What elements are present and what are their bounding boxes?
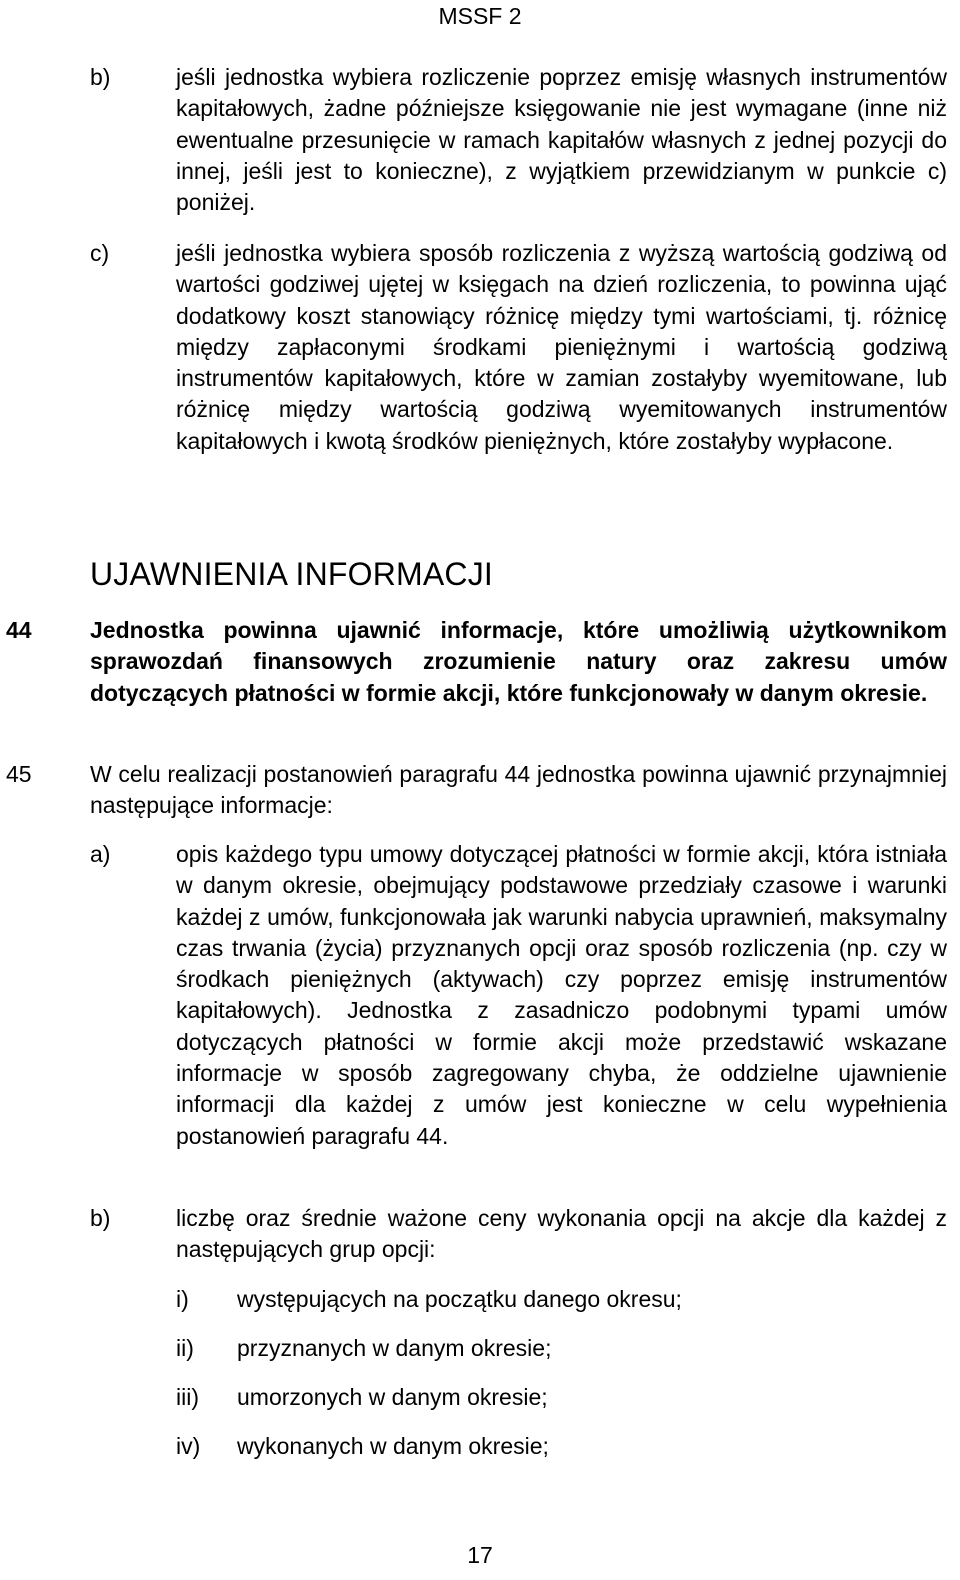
subitem-text: przyznanych w danym okresie; xyxy=(237,1335,552,1361)
subitem-text: występujących na początku danego okresu; xyxy=(237,1286,682,1312)
page-header: MSSF 2 xyxy=(438,3,522,29)
item-label: b) xyxy=(90,64,111,90)
paragraph-number: 45 xyxy=(6,761,32,787)
page-number: 17 xyxy=(467,1542,493,1568)
subitem-label: i) xyxy=(176,1286,189,1312)
subitem-label: ii) xyxy=(176,1335,194,1361)
paragraph-number: 44 xyxy=(6,617,32,643)
section-heading: UJAWNIENIA INFORMACJI xyxy=(90,556,494,592)
item-text: opis każdego typu umowy dotyczącej płatności w formie akcji, która istniała w danym okresie, obejmujący podstawowe przedziały czasowe i warunki każdej z umów, funkcjonowała jak warunki nabycia uprawnień, maksymalny czas trwania (życia) przyznanych opcji oraz sposób rozliczenia (np. czy w środkach pieniężnych (aktywach) czy poprzez emisję instrumentów kapitałowych). Jednostka z zasadniczo podobnymi typami umów dotyczących płatności w formie akcji może przedstawić wskazane informacje w sposób zagregowany chyba, że oddzielne ujawnienie informacji dla każdej z umów jest konieczne w celu wypełnienia postanowień paragrafu 44. xyxy=(176,841,947,1149)
paragraph-text: W celu realizacji postanowień paragrafu 44 jednostka powinna ujawnić przynajmniej następujące informacje: xyxy=(90,761,947,819)
item-text: liczbę oraz średnie ważone ceny wykonania opcji na akcje dla każdej z następujących grup opcji: xyxy=(176,1205,947,1263)
item-label: c) xyxy=(90,240,110,266)
item-label: a) xyxy=(90,841,111,867)
subitem-label: iv) xyxy=(176,1433,201,1459)
item-text: jeśli jednostka wybiera rozliczenie poprzez emisję własnych instrumentów kapitałowych, żadne późniejsze księgowanie nie jest wymagane (inne niż ewentualne przesunięcie w ramach kapitałów własnych z jednej pozycji do innej, jeśli jest to konieczne), z wyjątkiem przewidzianym w punkcie c) poniżej. xyxy=(176,64,947,216)
item-text: jeśli jednostka wybiera sposób rozliczenia z wyższą wartością godziwą od wartości godziwej ujętej w księgach na dzień rozliczenia, to powinna ująć dodatkowy koszt stanowiący różnicę między tymi wartościami, tj. różnicę między zapłaconymi środkami pieniężnymi i wartością godziwą instrumentów kapitałowych, które w zamian zostałyby wyemitowane, lub różnicę między wartością godziwą wyemitowanych instrumentów kapitałowych i kwotą środków pieniężnych, które zostałyby wypłacone. xyxy=(176,240,947,454)
subitem-text: wykonanych w danym okresie; xyxy=(237,1433,549,1459)
paragraph-text: Jednostka powinna ujawnić informacje, które umożliwią użytkownikom sprawozdań finansowych zrozumienie natury oraz zakresu umów dotyczących płatności w formie akcji, które funkcjonowały w danym okresie. xyxy=(90,617,947,706)
subitem-text: umorzonych w danym okresie; xyxy=(237,1384,548,1410)
item-label: b) xyxy=(90,1205,111,1231)
subitem-label: iii) xyxy=(176,1384,199,1410)
